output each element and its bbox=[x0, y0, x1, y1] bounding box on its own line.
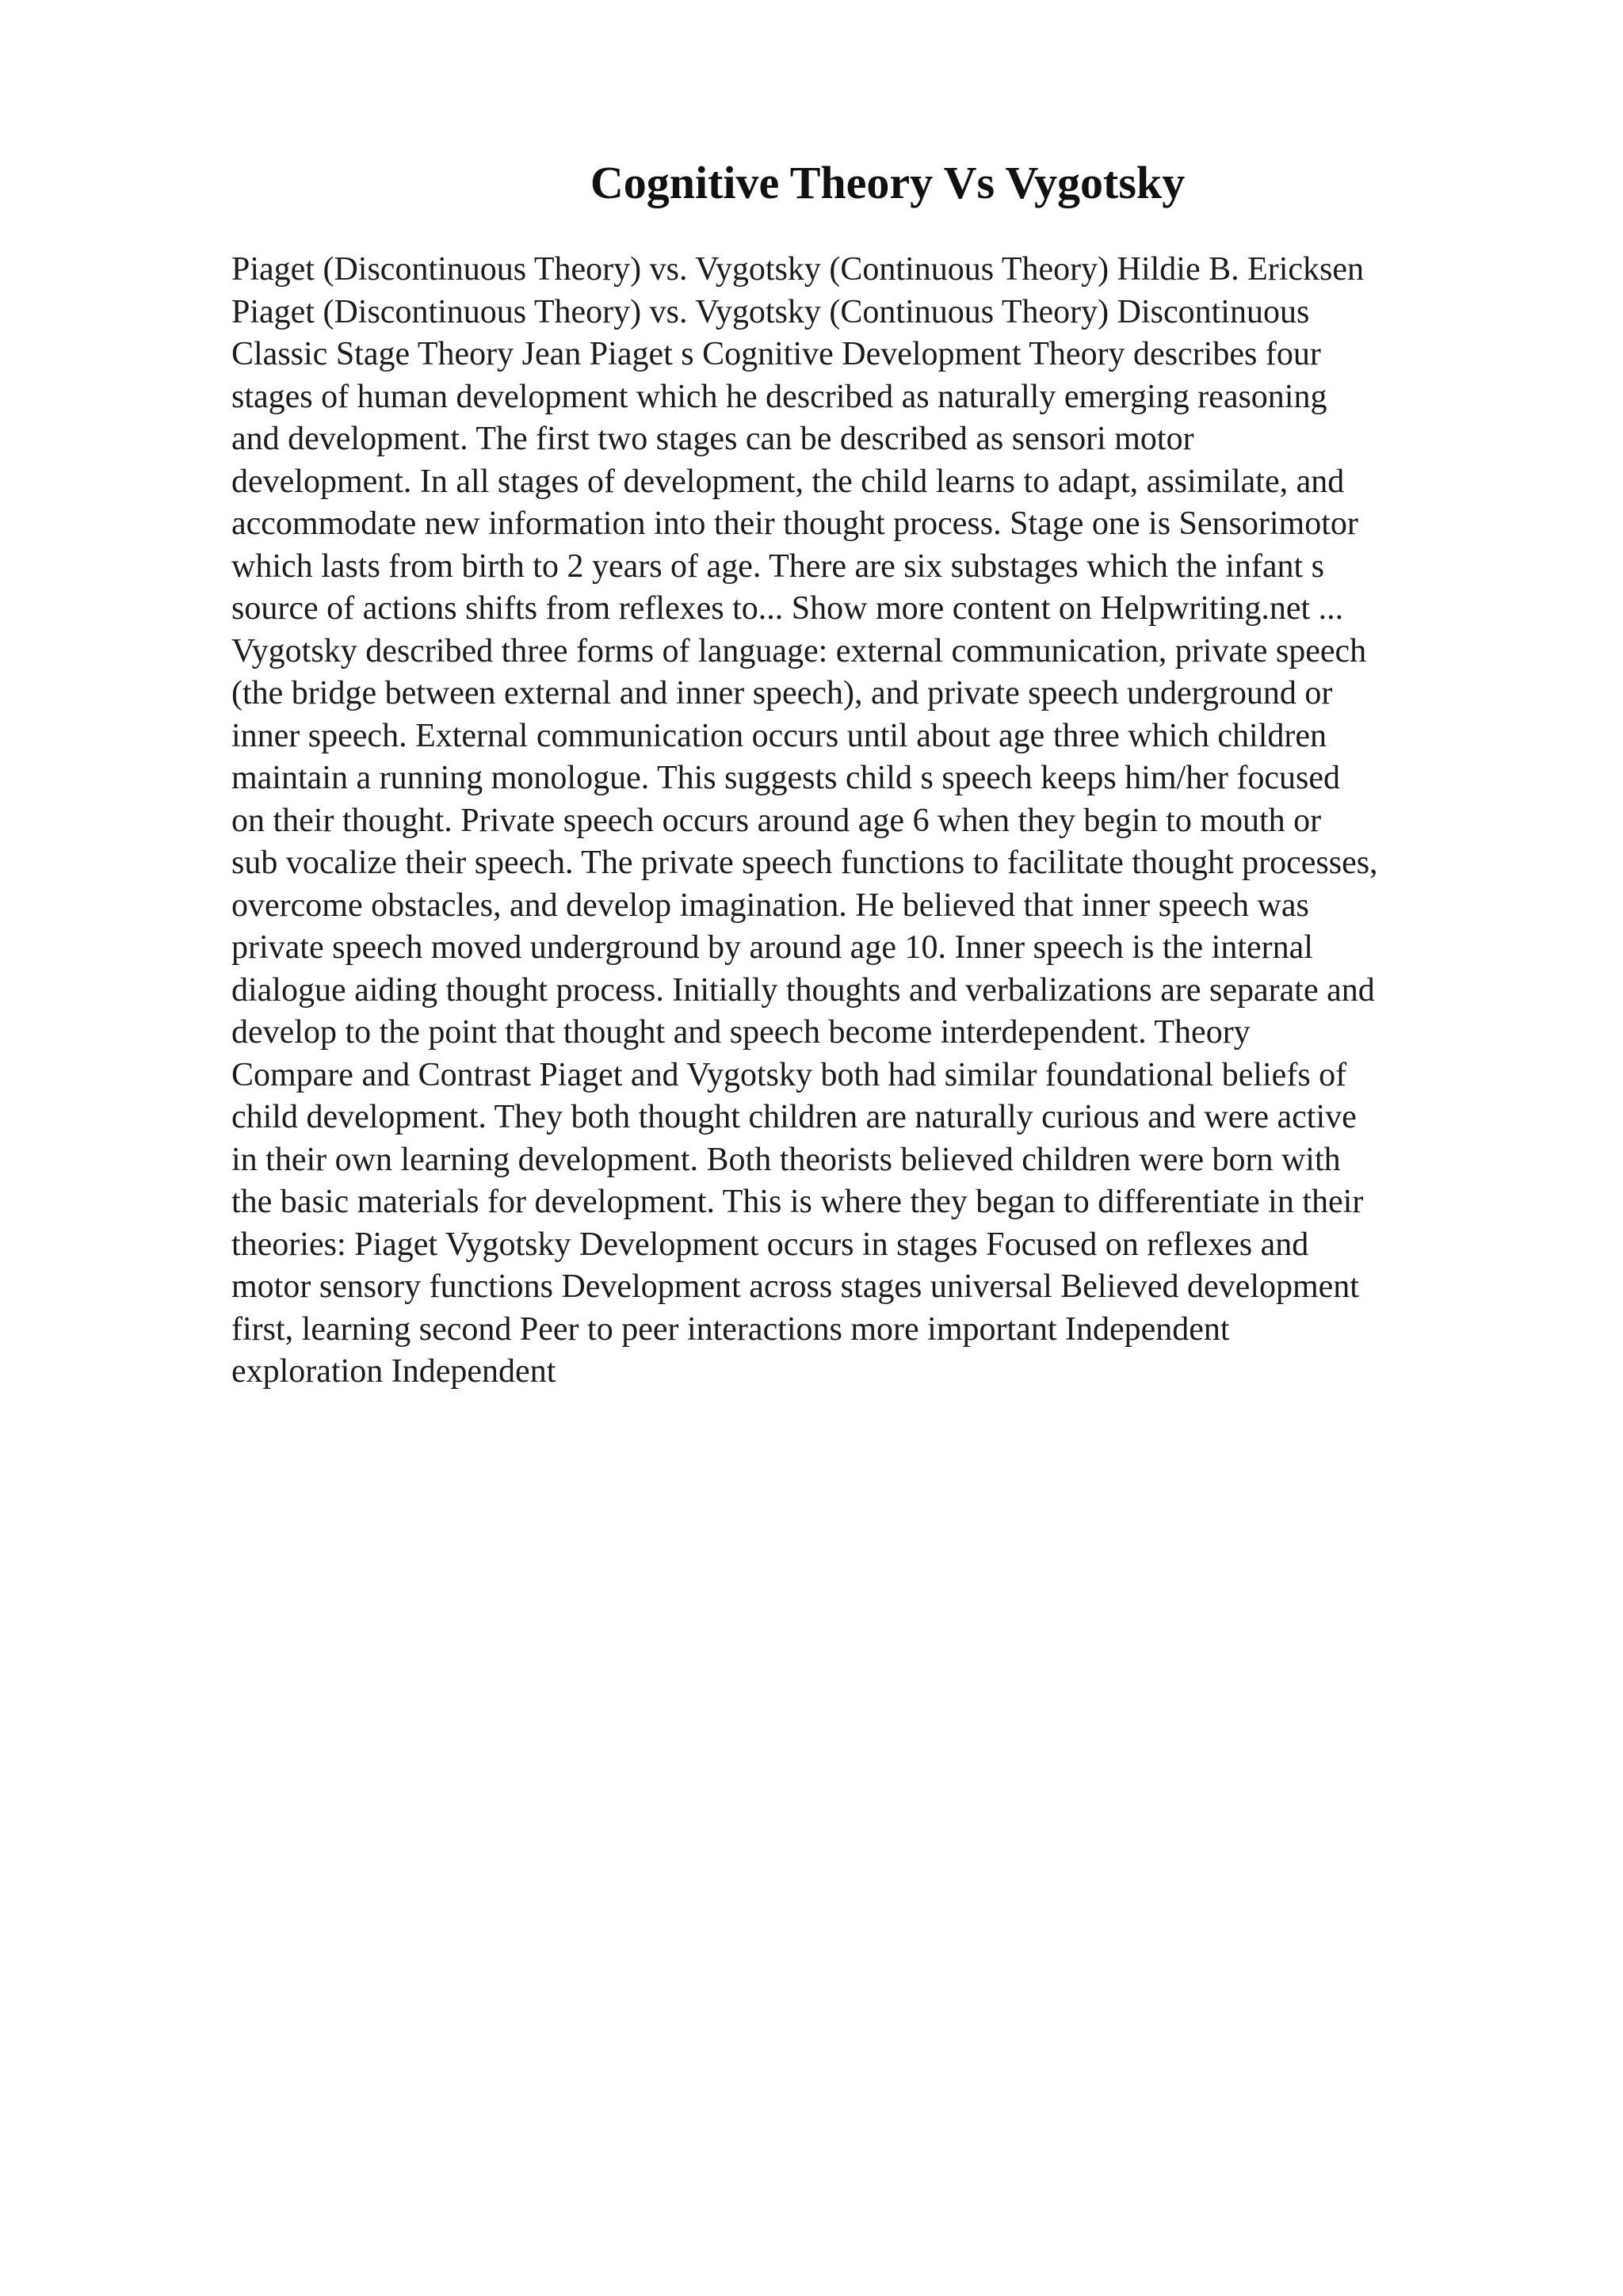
text-line: source of actions shifts from reflexes to... Show more content on Helpwriting.net ... bbox=[231, 590, 1344, 627]
text-line: sub vocalize their speech. The private speech functions to facilitate thought processes, bbox=[231, 845, 1378, 881]
text-line: Piaget (Discontinuous Theory) vs. Vygotsky (Continuous Theory) Hildie B. Ericksen bbox=[231, 251, 1365, 288]
text-line: and development. The first two stages can be described as sensori motor bbox=[231, 421, 1194, 457]
text-line: Vygotsky described three forms of language: external communication, private speech bbox=[231, 632, 1367, 669]
text-line: inner speech. External communication occurs until about age three which children bbox=[231, 717, 1327, 754]
text-line: overcome obstacles, and develop imagination. He believed that inner speech was bbox=[231, 887, 1309, 924]
text-line: exploration Independent bbox=[231, 1353, 556, 1390]
text-line: the basic materials for development. This is where they began to differentiate in their bbox=[231, 1184, 1364, 1220]
text-line: child development. They both thought children are naturally curious and were active bbox=[231, 1099, 1357, 1135]
text-line: stages of human development which he described as naturally emerging reasoning bbox=[231, 378, 1327, 415]
text-line: which lasts from birth to 2 years of age. There are six substages which the infant s bbox=[231, 547, 1325, 585]
page-title: Cognitive Theory Vs Vygotsky bbox=[590, 157, 1186, 208]
text-line: Compare and Contrast Piaget and Vygotsky both had similar foundational beliefs of bbox=[231, 1056, 1347, 1093]
text-line: development. In all stages of development, the child learns to adapt, assimilate, and bbox=[231, 463, 1345, 500]
text-line: Classic Stage Theory Jean Piaget s Cognitive Development Theory describes four bbox=[231, 336, 1321, 372]
text-line: private speech moved underground by around age 10. Inner speech is the internal bbox=[231, 929, 1313, 966]
text-line: dialogue aiding thought process. Initially thoughts and verbalizations are separate and bbox=[231, 971, 1375, 1009]
text-line: Piaget (Discontinuous Theory) vs. Vygotsky (Continuous Theory) Discontinuous bbox=[231, 293, 1310, 330]
text-line: (the bridge between external and inner speech), and private speech underground or bbox=[231, 675, 1333, 711]
body-paragraph bbox=[231, 249, 1531, 1394]
text-line: motor sensory functions Development across stages universal Believed development bbox=[231, 1268, 1359, 1305]
text-line: accommodate new information into their thought process. Stage one is Sensorimotor bbox=[231, 505, 1358, 542]
text-line: in their own learning development. Both theorists believed children were born with bbox=[231, 1141, 1341, 1178]
text-line: first, learning second Peer to peer interactions more important Independent bbox=[231, 1310, 1230, 1348]
text-line: theories: Piaget Vygotsky Development occurs in stages Focused on reflexes and bbox=[231, 1226, 1309, 1263]
text-line: maintain a running monologue. This suggests child s speech keeps him/her focused bbox=[231, 760, 1340, 796]
text-line: on their thought. Private speech occurs around age 6 when they begin to mouth or bbox=[231, 802, 1322, 839]
text-line: develop to the point that thought and speech become interdependent. Theory bbox=[231, 1014, 1251, 1051]
